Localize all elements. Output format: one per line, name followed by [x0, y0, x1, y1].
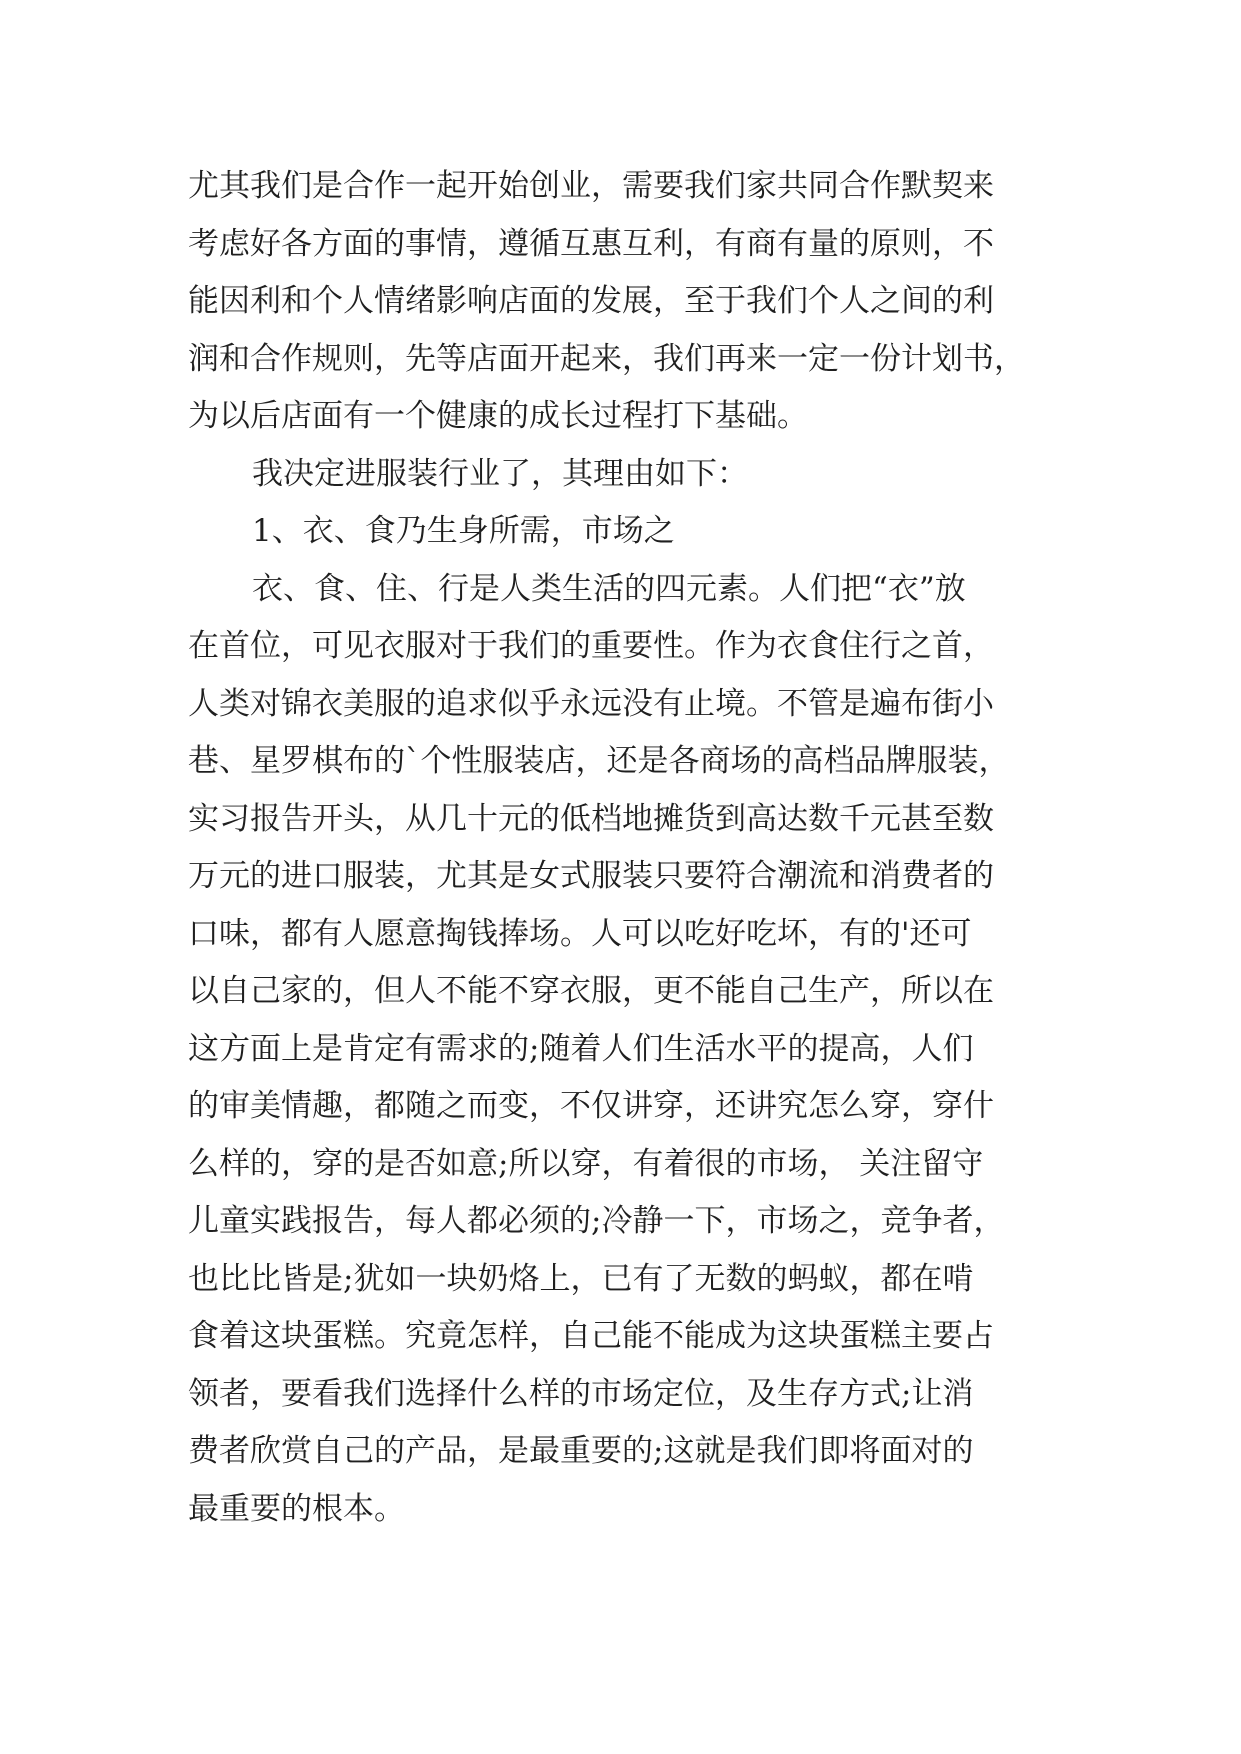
- text-line: 衣、食、住、行是人类生活的四元素。人们把“衣”放: [252, 570, 966, 607]
- text-line: 我决定进服装行业了，其理由如下：: [252, 455, 748, 492]
- text-line: 考虑好各方面的事情，遵循互惠互利，有商有量的原则，不: [188, 225, 994, 262]
- text-line: 费者欣赏自己的产品，是最重要的;这就是我们即将面对的: [188, 1433, 974, 1469]
- text-line: 食着这块蛋糕。究竟怎样，自己能不能成为这块蛋糕主要占: [188, 1318, 994, 1354]
- text-line: 口味，都有人愿意掏钱捧场。人可以吃好吃坏，有的'还可: [188, 915, 972, 952]
- text-line: 人类对锦衣美服的追求似乎永远没有止境。不管是遍布街小: [188, 685, 994, 722]
- text-line: 这方面上是肯定有需求的;随着人们生活水平的提高，人们: [188, 1030, 974, 1067]
- text-line: 万元的进口服装，尤其是女式服装只要符合潮流和消费者的: [188, 858, 994, 894]
- text-line: 巷、星罗棋布的`个性服装店，还是各商场的高档品牌服装，: [188, 743, 1010, 779]
- text-line: 儿童实践报告，每人都必须的;冷静一下，市场之，竞争者，: [188, 1203, 1005, 1239]
- text-line: 在首位，可见衣服对于我们的重要性。作为衣食住行之首，: [188, 628, 994, 664]
- text-line: 实习报告开头，从几十元的低档地摊货到高达数千元甚至数: [188, 800, 994, 837]
- text-line: 能因利和个人情绪影响店面的发展，至于我们个人之间的利: [188, 283, 994, 319]
- text-line: 么样的，穿的是否如意;所以穿，有着很的市场， 关注留守: [188, 1145, 984, 1182]
- text-line: 的审美情趣，都随之而变，不仅讲穿，还讲究怎么穿，穿什: [188, 1088, 994, 1124]
- text-line: 1、衣、食乃生身所需，市场之: [252, 513, 675, 549]
- text-line: 以自己家的，但人不能不穿衣服，更不能自己生产，所以在: [188, 973, 994, 1009]
- text-line: 也比比皆是;犹如一块奶烙上，已有了无数的蚂蚁，都在啃: [188, 1260, 974, 1297]
- body-text: [188, 158, 1068, 1538]
- text-line: 润和合作规则，先等店面开起来，我们再来一定一份计划书，: [188, 340, 1025, 377]
- text-line: 最重要的根本。: [188, 1490, 405, 1527]
- text-line: 尤其我们是合作一起开始创业，需要我们家共同合作默契来: [188, 168, 994, 204]
- text-line: 领者，要看我们选择什么样的市场定位，及生存方式;让消: [188, 1375, 974, 1412]
- text-line: 为以后店面有一个健康的成长过程打下基础。: [188, 398, 808, 434]
